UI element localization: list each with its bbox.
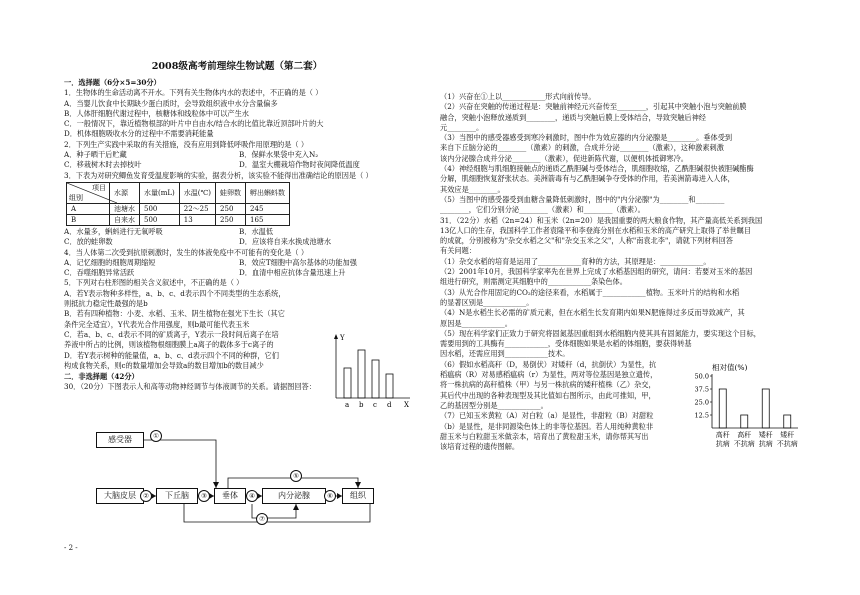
chart-y-tick-label: 12.5 xyxy=(694,411,709,420)
q3-option-d: D．应该将自来水换成池塘水 xyxy=(239,237,332,247)
chart-x-label-line1: 矮秆 xyxy=(780,431,795,439)
chart-y-tick-label: 25.0 xyxy=(694,398,709,407)
q5-option-d-cont: 构成食物关系，则c的数量增加会导致a的数目增加b的数目减少 xyxy=(64,360,264,370)
q31-part7: （7）已知玉米黄粒（A）对白粒（a）是显性，非甜粒（B）对甜粒 xyxy=(440,411,654,421)
q30-stem: 30．（20分）下图表示人和高等动物神经调节与体液调节的关系。请据图回答： xyxy=(64,382,316,392)
q30-part4-cont2: 其效应是________。 xyxy=(440,184,505,194)
q30-part2-cont2: 元________。 xyxy=(440,122,484,132)
q4-option-d: D．血清中相应抗体含量迅速上升 xyxy=(239,268,346,278)
chart-bar xyxy=(784,415,791,428)
table-row xyxy=(67,214,290,225)
q1-stem: 1．生物体的生命活动离不开水。下列有关生物体内水的表述中，不正确的是（ ） xyxy=(64,88,323,98)
q3-stem: 3．下表为对研究鲫鱼发育受温度影响的实验，据表分析，该实验不能得出准确结论的原因是（ ） xyxy=(64,170,373,180)
cerebral-cortex-box: 大脑皮层 xyxy=(96,488,144,504)
q2-option-c: C．移栽树木时去掉枝叶 xyxy=(64,160,142,170)
q5-bar-chart xyxy=(328,332,418,412)
label-3: ③ xyxy=(198,490,210,502)
section-choice-heading: 一．选择题（6分×5=30分） xyxy=(64,78,161,87)
label-7: ⑦ xyxy=(256,513,268,525)
chart-bar xyxy=(741,415,748,428)
table-cell: 500 xyxy=(140,214,180,225)
q31-part6-cont3: 其后代中出现的各种表现型及其比值如右图所示，由此可推知，甲， xyxy=(440,390,656,400)
y-axis-arrow xyxy=(334,334,338,339)
q31-part3-cont: 的显著区别是____________。 xyxy=(440,297,534,307)
q31-part7-cont3: 该培育过程的遗传图解。 xyxy=(440,442,520,452)
q1-option-c: C．一般情况下，靠近植物根部的叶片中自由水/结合水的比值比靠近顶部叶片的大 xyxy=(64,119,324,129)
table-cell: B xyxy=(67,214,110,225)
chart-y-tick-label: 50.0 xyxy=(694,372,709,381)
x-label-b: b xyxy=(359,401,364,409)
q31-stem-cont3: 有关问题： xyxy=(440,246,476,256)
q31-part4-cont: 原因是____________。 xyxy=(440,318,512,328)
q30-part1: （1）兴奋在①上以____________形式向前传导。 xyxy=(440,92,596,101)
x-label-a: a xyxy=(345,401,350,409)
page-title: 2008级高考前理综生物试题（第二套） xyxy=(151,61,323,72)
q30-part3: （3）当图中的感受器感受到寒冷刺激时，图中作为效应器的内分泌腺是________。垂体受到 xyxy=(440,133,733,143)
q31-part2-cont: 组进行研究，则需测定其细胞中的____________条染色体。 xyxy=(440,277,627,287)
q5-option-c-cont: 养液中所占的比例，则该植物根细胞膜上a离子的载体多于c离子的 xyxy=(64,340,274,350)
label-6: ⑥ xyxy=(324,490,336,502)
q1-option-d: D．机体细胞吸收水分的过程中不需要消耗能量 xyxy=(64,129,214,139)
chart-x-label-line1: 矮秆 xyxy=(758,431,773,439)
chart-x-label-line2: 抗病 xyxy=(715,440,730,448)
q5-option-a: A．若Y表示物种多样性，a、b、c、d表示四个不同类型的生态系统， xyxy=(64,288,286,298)
chart-x-label-line2: 抗病 xyxy=(758,440,773,448)
label-1: ① xyxy=(150,430,162,442)
table-header: 水温(℃) xyxy=(179,182,215,203)
q2-option-a: A．种子晒干后贮藏 xyxy=(64,150,127,160)
table-header: 水源 xyxy=(110,182,140,203)
q31-stem-cont: 13亿人口的生存，我国科学工作者袁隆平和李登海分别在水稻和玉米的高产研究上取得了举世瞩目 xyxy=(440,225,752,235)
bar-a xyxy=(344,368,351,398)
q4-option-c: C．吞噬细胞异常活跃 xyxy=(64,268,135,278)
q30-part3-cont: 来自下丘脑分泌的________（激素）的刺激，合成并分泌________（激素），这种激素刺激 xyxy=(440,143,724,153)
chart-x-label-line2: 不抗病 xyxy=(776,440,798,448)
q5-option-b-cont: 条件完全适宜），Y代表光合作用强度，则b最可能代表玉米 xyxy=(64,319,250,329)
table-corner-cell xyxy=(67,182,110,203)
table-cell: A xyxy=(67,203,110,214)
q31-part7-cont2: 甜玉米与白粒甜玉米做亲本，培育出了黄粒甜玉米，请你帮其写出 xyxy=(440,431,649,441)
endocrine-gland-box: 内分泌腺 xyxy=(262,488,326,504)
chart-x-label-line2: 不抗病 xyxy=(733,440,755,448)
q31-part5-cont: 需要用到的工具酶有____________，受体细胞如果是水稻的体细胞，要获得转基 xyxy=(440,339,692,349)
table-cell: 250 xyxy=(216,214,246,225)
q2-option-b: B．保鲜水果袋中充入N₂ xyxy=(239,150,319,160)
table-header: 水量(mL) xyxy=(140,182,180,203)
table-row xyxy=(67,203,290,214)
table-cell: 245 xyxy=(246,203,290,214)
chart-x-label-line1: 高秆 xyxy=(715,431,730,439)
table-cell: 165 xyxy=(246,214,290,225)
q31-part4: （4）N是水稻生长必需的矿质元素，但在水稻生长发育期内如果N肥施得过多反而导致减产，其 xyxy=(440,308,745,318)
table-cell: 250 xyxy=(216,203,246,214)
q2-stem: 2．下列生产实践中采取的有关措施，没有应用到降低呼吸作用原理的是（ ） xyxy=(64,139,309,149)
x-label-d: d xyxy=(387,401,392,409)
table-cell: 22～25 xyxy=(179,203,215,214)
q31-part3: （3）从光合作用固定的CO₂的途径来看，水稻属于____________植物。玉米叶片的结构和水稻 xyxy=(440,287,740,297)
table-header: 蛙卵数 xyxy=(216,182,246,203)
q30-part4-cont: 分解，肌细胞恢复舒张状态。美洲箭毒有与乙酰胆碱争夺受体的作用，若美洲箭毒进入人体， xyxy=(440,174,735,184)
section-nonchoice-heading: 二．非选择题（42分） xyxy=(64,372,139,382)
q4-stem: 4．当人体第二次受到抗原刺激时，发生的体液免疫中不可能有的变化是（ ） xyxy=(64,247,309,257)
table-head-group: 组别 xyxy=(69,193,83,202)
q31-stem: 31．（22分）水稻（2n=24）和玉米（2n=20）是我国重要的两大粮食作物，其产量高低关系到我国 xyxy=(440,215,763,225)
q31-part5: （5）现在科学家们正致力于研究将固氮基因重组到水稻细胞内使其具有固氮能力，要实现这个目标， xyxy=(440,328,761,338)
phenotype-ratio-chart xyxy=(690,362,802,462)
label-5: ⑤ xyxy=(290,470,302,482)
q31-part1: （1）杂交水稻的培育是运用了____________育种的方法，其原理是：____________。 xyxy=(440,256,711,266)
q31-part5-cont2: 因水稻，还需应用到____________技术。 xyxy=(440,349,570,359)
table-head-item: 项目 xyxy=(92,183,106,192)
x-axis-label: X xyxy=(404,401,409,409)
table-cell: 自来水 xyxy=(110,214,140,225)
experiment-table xyxy=(66,182,290,226)
receptor-box: 感受器 xyxy=(96,432,144,448)
pituitary-box: 垂体 xyxy=(214,488,246,504)
chart-y-tick-label: 37.5 xyxy=(694,385,709,394)
label-2: ② xyxy=(140,490,152,502)
page-number: - 2 - xyxy=(64,544,78,552)
bar-b xyxy=(358,350,365,398)
q5-option-c: C．若a、b、c、d表示不同的矿质离子，Y表示一段时间后离子在培 xyxy=(64,329,279,339)
chart-x-label-line1: 高秆 xyxy=(737,431,752,439)
q30-part2: （2）兴奋在突触的传递过程是：突触前神经元兴奋传至________，引起其中突触小泡与突触前膜 xyxy=(440,102,747,112)
q31-part6: （6）假如水稻高秆（D，易倒伏）对矮秆（d，抗倒伏）为显性，抗 xyxy=(440,359,657,369)
q3-option-b: B．水温低 xyxy=(239,226,274,236)
q4-option-a: A．记忆细胞的细胞周期缩短 xyxy=(64,257,156,267)
q5-option-b: B．若有四种植物：小麦、水稻、玉米、阴生植物在强光下生长（其它 xyxy=(64,309,285,319)
hypothalamus-box: 下丘脑 xyxy=(156,488,198,504)
chart-bar xyxy=(719,389,726,428)
chart-bar xyxy=(762,389,769,428)
q31-part7-cont: （b）是显性，是非同源染色体上的非等位基因。若人用纯种黄粒非 xyxy=(440,421,654,431)
q2-option-d: D．温室大棚栽培作物时夜间降低温度 xyxy=(239,160,360,170)
table-cell: 13 xyxy=(179,214,215,225)
table-cell: 池塘水 xyxy=(110,203,140,214)
q1-option-b: B．人体肝细胞代谢过程中，核糖体和线粒体中可以产生水 xyxy=(64,108,249,118)
label-4: ④ xyxy=(246,490,258,502)
q3-option-c: C．放的蛙卵数 xyxy=(64,237,113,247)
q30-part5-cont: ________，它们分别分泌________（激素）和________（激素）。 xyxy=(440,205,645,215)
bar-d xyxy=(386,374,393,398)
q31-part6-cont2: 将一株抗病的高秆植株（甲）与另一株抗病的矮秆植株（乙）杂交， xyxy=(440,380,656,390)
tissue-box: 组织 xyxy=(342,488,374,504)
q30-part3-cont2: 该内分泌腺合成并分泌________（激素），促进新陈代谢，以便机体抵御寒冷。 xyxy=(440,153,688,163)
q30-part5: （5）当图中的感受器受到血糖含量降低刺激时，图中的"内分泌腺"为________和________ xyxy=(440,194,725,204)
x-label-c: c xyxy=(373,401,377,409)
regulation-diagram xyxy=(96,426,396,526)
q30-part2-cont: 融合，突触小泡释放递质到________，递质与突触后膜上受体结合，导致突触后神经 xyxy=(440,112,706,122)
table-cell: 500 xyxy=(140,203,180,214)
q30-part4: （4）神经细胞与肌细胞接触点的递质乙酰胆碱与受体结合，肌细胞收缩，乙酰胆碱很快被胆碱酯酶 xyxy=(440,164,754,174)
table-header: 孵出蝌蚪数 xyxy=(246,182,290,203)
q4-option-b: B．效应T细胞中高尔基体的功能加强 xyxy=(239,257,357,267)
q1-option-a: A．当婴儿饮食中长期缺少蛋白质时，会导致组织液中水分含量偏多 xyxy=(64,98,278,108)
q31-part2: （2）2001年10月，我国科学家率先在世界上完成了水稻基因组的研究，请问：若要对玉米的基因 xyxy=(440,267,753,277)
y-axis-label: Y xyxy=(340,334,345,342)
q31-stem-cont2: 的成就，分别被称为"杂交水稻之父"和"杂交玉米之父"，人称"南袁北李"，请就下列材料回答 xyxy=(440,236,733,246)
bar-c xyxy=(372,360,379,398)
q31-part6-cont4: 乙的基因型分别是____________。 xyxy=(440,400,548,410)
q5-option-d: D．若Y表示树种的能量值，a、b、c、d表示四个不同的种群，它们 xyxy=(64,350,279,360)
q5-stem: 5．下列对右柱形图的相关含义叙述中，不正确的是（ ） xyxy=(64,278,244,288)
q3-option-a: A．水量多，蝌蚪进行无氧呼吸 xyxy=(64,226,163,236)
q5-option-a-cont: 则抵抗力稳定性最强的是b xyxy=(64,299,148,309)
q31-part6-cont: 稻瘟病（R）对易感稻瘟病（r）为显性，两对等位基因是独立遗传， xyxy=(440,370,658,380)
chart-y-label: 相对值(%) xyxy=(712,363,748,372)
